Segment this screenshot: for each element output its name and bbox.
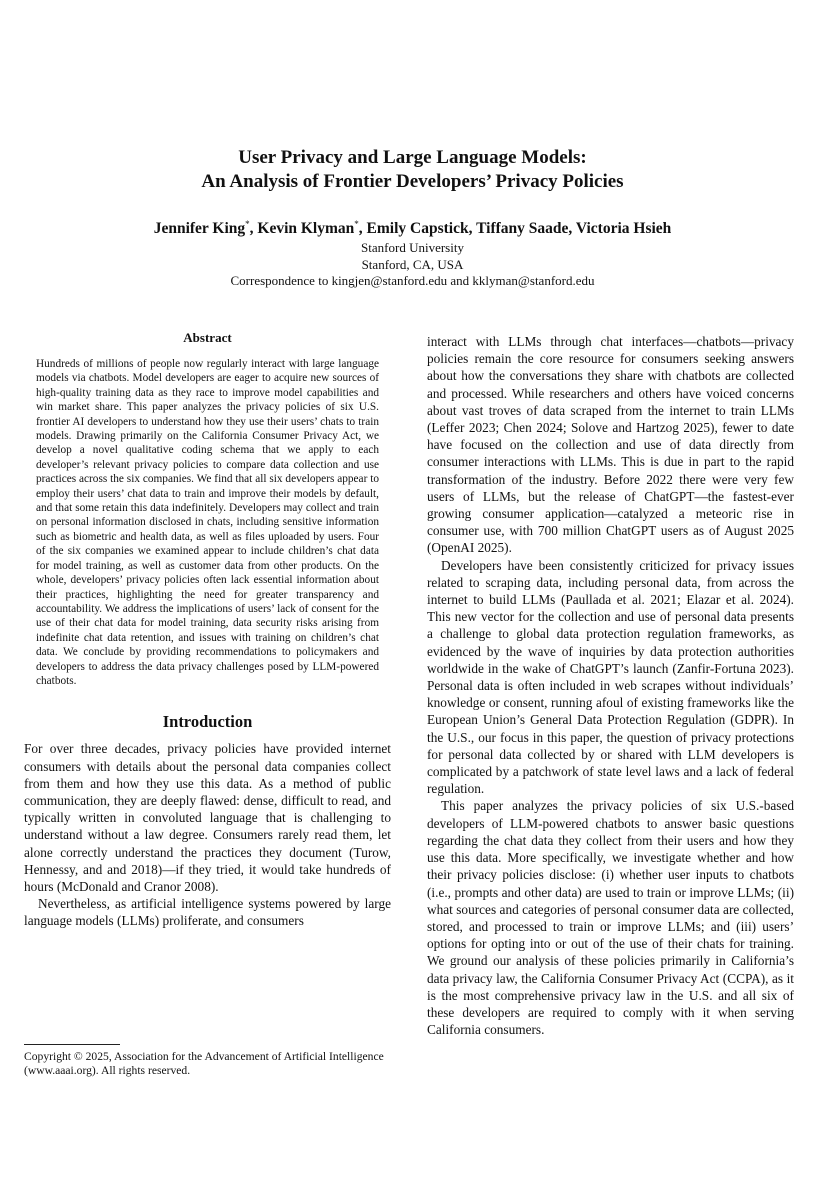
author-name: Emily Capstick — [366, 220, 469, 238]
author-name: Victoria Hsieh — [575, 220, 672, 238]
abstract-text: Hundreds of millions of people now regularly interact with large language models via chatbots. Model developers are eager to acquire new sources of high-quality training data as they race to improve model capabilities and win market share. This paper analyzes the privacy policies of six U.S. frontier AI developers to understand how they use their users’ chats to train models. Drawing primarily on the California Consumer Privacy Act, we develop a novel qualitative coding schema that we apply to each developer’s relevant privacy policies to compare data collection and use practices across the six companies. We find that all six developers appear to employ their users’ chat data to train and improve their models by default, and that some retain this data indefinitely. Developers may collect and train on personal information disclosed in chats, including sensitive information such as biometric and health data, as well as files uploaded by users. Four of the six companies we examined appear to include children’s chat data for model training, as well as customer data from other products. On the whole, developers’ privacy policies often lack essential information about their practices, highlighting the need for greater transparency and accountability. We address the implications of users’ lack of consent for the use of their chat data for model training, data security risks arising from indefinite chat data retention, and issues with training on children’s chat data. We conclude by providing recommendations to policymakers and developers to address the data privacy challenges posed by LLM-powered chatbots. — [36, 358, 379, 687]
author-name: Kevin Klyman — [257, 220, 355, 238]
intro-paragraph-2: Nevertheless, as artificial intelligence systems powered by large language models (LLMs) proliferate, and consumers — [24, 896, 391, 929]
author-name: Tiffany Saade — [476, 220, 569, 238]
introduction-heading: Introduction — [162, 712, 253, 732]
equal-contribution-mark: * — [354, 219, 359, 229]
title-line-1: User Privacy and Large Language Models: — [238, 147, 587, 168]
equal-contribution-mark: * — [245, 219, 250, 229]
intro-paragraph-1: For over three decades, privacy policies have provided internet consumers with details about the personal data companies collect from them and how they use this data. As a method of public communication, they are deeply flawed: dense, difficult to read, and typically written in convoluted language that is challenging to understand without a law degree. Consumers rarely read them, let alone correctly understand the practices they document (Turow, Hennessy, and and 2018)—if they tried, it would take hundreds of hours (McDonald and Cranor 2008). — [24, 741, 391, 894]
title-line-2: An Analysis of Frontier Developers’ Privacy Policies — [201, 171, 624, 192]
correspondence: Correspondence to kingjen@stanford.edu and kklyman@stanford.edu — [230, 273, 595, 288]
author-name: Jennifer King — [153, 220, 246, 238]
right-paragraph-3: This paper analyzes the privacy policies of six U.S.-based developers of LLM-powered chatbots to answer basic questions regarding the chat data they collect from their users and how they use this data. More specifically, we investigate whether and how their privacy policies disclose: (i) whether user inputs to chatbots (i.e., prompts and other data) are used to train or improve LLMs; (ii) what sources and categories of personal consumer data are collected, stored, and processed to train or improve LLMs; and (iii) users’ options for opting into or out of the use of their chats for training. We ground our analysis of these policies primarily in California’s data privacy law, the California Consumer Privacy Act (CCPA), as it is the most comprehensive privacy law in the U.S. and all six of these developers are required to comply with it when serving California consumers. — [427, 798, 794, 1038]
left-column — [24, 330, 391, 930]
affiliation: Stanford University — [361, 240, 464, 255]
author-list: Jennifer King*, Kevin Klyman*, Emily Capstick, Tiffany Saade, Victoria Hsieh — [153, 219, 672, 238]
paper-title — [0, 146, 825, 194]
right-paragraph-1: interact with LLMs through chat interfaces—chatbots—privacy policies remain the core resource for consumers seeking answers about how the conversations they share with chatbots are collected and processed. While researchers and others have voiced concerns about vast troves of data scraped from the internet to train LLMs (Leffer 2023; Chen 2024; Solove and Hartzog 2025), fewer to date have focused on the collection and use of data directly from consumer interactions with LLMs. This is due in part to the rapid transformation of the industry. Before 2022 there were very few users of LLMs, but the release of ChatGPT—the fastest-ever growing consumer application—catalyzed a meteoric rise in consumer use, with 700 million ChatGPT users as of August 2025 (OpenAI 2025). — [427, 334, 794, 556]
right-paragraph-2: Developers have been consistently criticized for privacy issues related to scraping data, including personal data, from across the internet to build LLMs (Paullada et al. 2021; Elazar et al. 2024). This new vector for the collection and use of personal data presents a challenge to global data protection regulation frameworks, as evidenced by the wave of inquiries by data protection authorities worldwide in the wake of ChatGPT’s launch (Zanfir-Fortuna 2023). Personal data is often included in web scrapes without individuals’ knowledge or consent, running afoul of existing frameworks like the European Union’s General Data Protection Regulation (GDPR). In the U.S., our focus in this paper, the question of privacy protections for personal data collected by or shared with LLM developers is complicated by a patchwork of state level laws and a lack of federal regulation. — [427, 557, 794, 797]
copyright-footnote: Copyright © 2025, Association for the Advancement of Artificial Intelligence (www.aaai.org). All rights reserved. — [24, 1050, 384, 1077]
affiliation-block — [0, 240, 825, 290]
location: Stanford, CA, USA — [361, 256, 464, 272]
right-column — [427, 333, 794, 1038]
abstract-heading: Abstract — [183, 330, 232, 345]
